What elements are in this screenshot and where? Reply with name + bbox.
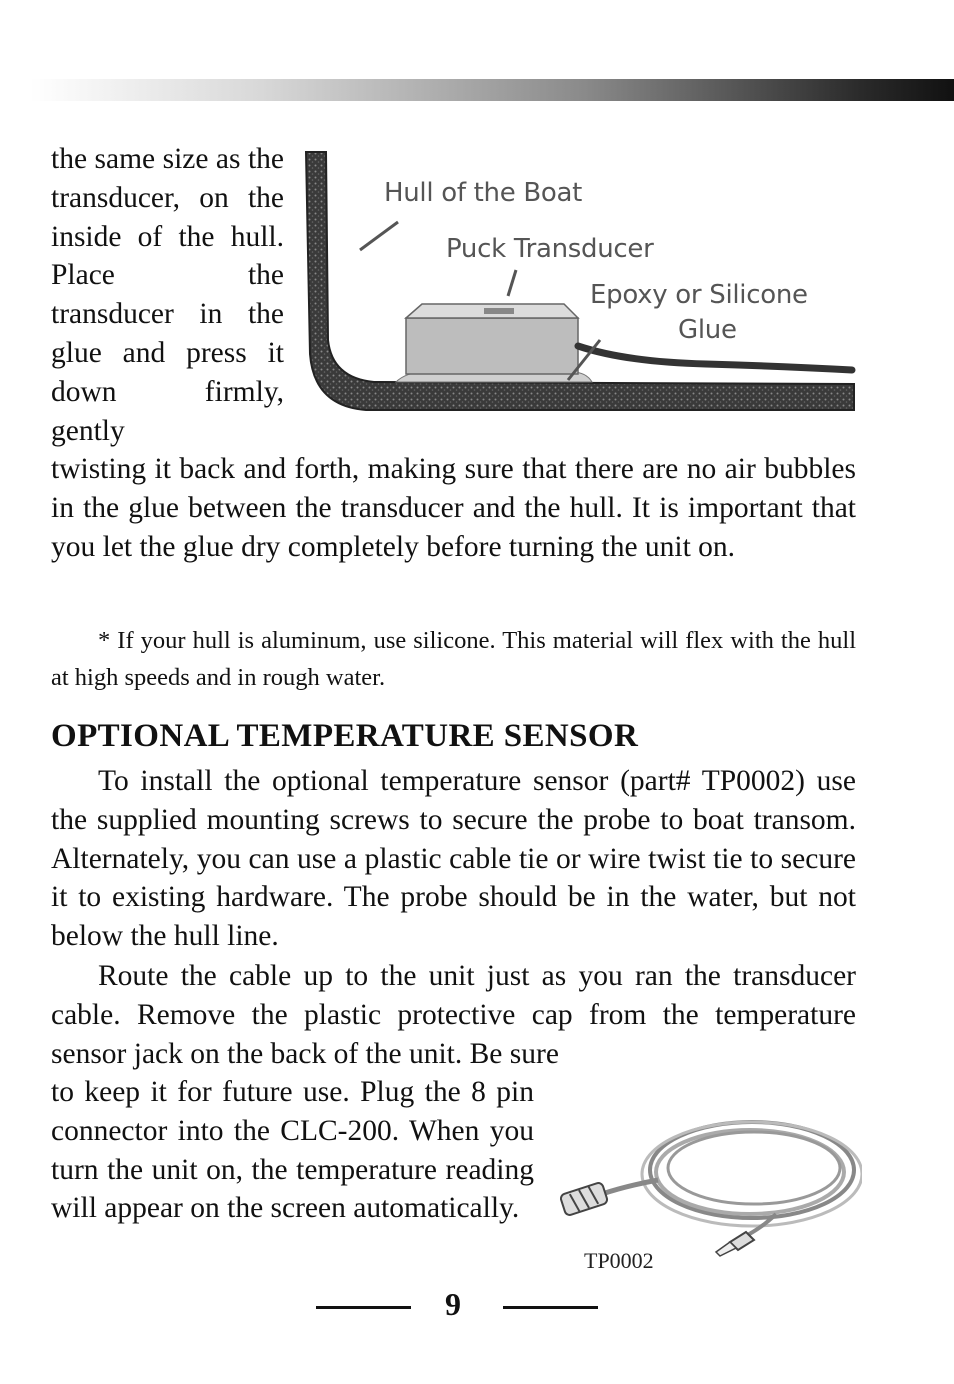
route-cable-paragraph: Route the cable up to the unit just as you ran the transducer cable. Remove the plastic protective cap from the temperature sensor jack on the back of the unit. Be sure [51,960,856,1070]
intro-continuation-text: twisting it back and forth, making sure that there are no air bubbles in the glue between the transducer and the hull. It is important that you let the glue dry completely before turning the unit on. [51,453,856,563]
footer-rule-left [316,1306,411,1309]
puck-transducer-body [406,318,578,374]
footer-rule-right [503,1306,598,1309]
label-epoxy-silicone: Epoxy or Silicone [590,280,808,310]
section-heading: OPTIONAL TEMPERATURE SENSOR [51,718,639,754]
intro-column-text: the same size as the transducer, on the inside of the hull. Place the transducer in the glue and press it down firmly, gently [51,143,284,447]
install-paragraph: To install the optional temperature sensor (part# TP0002) use the supplied mounting screws to secure the probe to boat transom. Alternately, you can use a plastic cable tie or wire twist tie to secure it to existing hardware. The probe should be in the water, but not below the hull line. [51,765,856,953]
page-number: 9 [445,1286,461,1322]
hull-transducer-diagram [296,140,862,425]
aluminum-hull-note: * If your hull is aluminum, use silicone. This material will flex with the hull at high speeds and in rough water. [51,627,856,691]
coiled-cable-svg [546,1110,862,1260]
temperature-sensor-image [546,1110,862,1260]
connector-plug [560,1182,609,1217]
route-cable-paragraph-continued: to keep it for future use. Plug the 8 pin connector into the CLC-200. When you turn the unit on, the temperature reading will appear on the screen automatically. [51,1076,534,1225]
label-puck-transducer: Puck Transducer [446,234,654,264]
label-hull-of-boat: Hull of the Boat [384,178,583,208]
header-gradient-bar [30,79,954,101]
figure-caption: TP0002 [584,1248,654,1273]
probe-tip [716,1232,754,1256]
label-glue: Glue [678,315,737,345]
transducer-cable [578,346,852,370]
